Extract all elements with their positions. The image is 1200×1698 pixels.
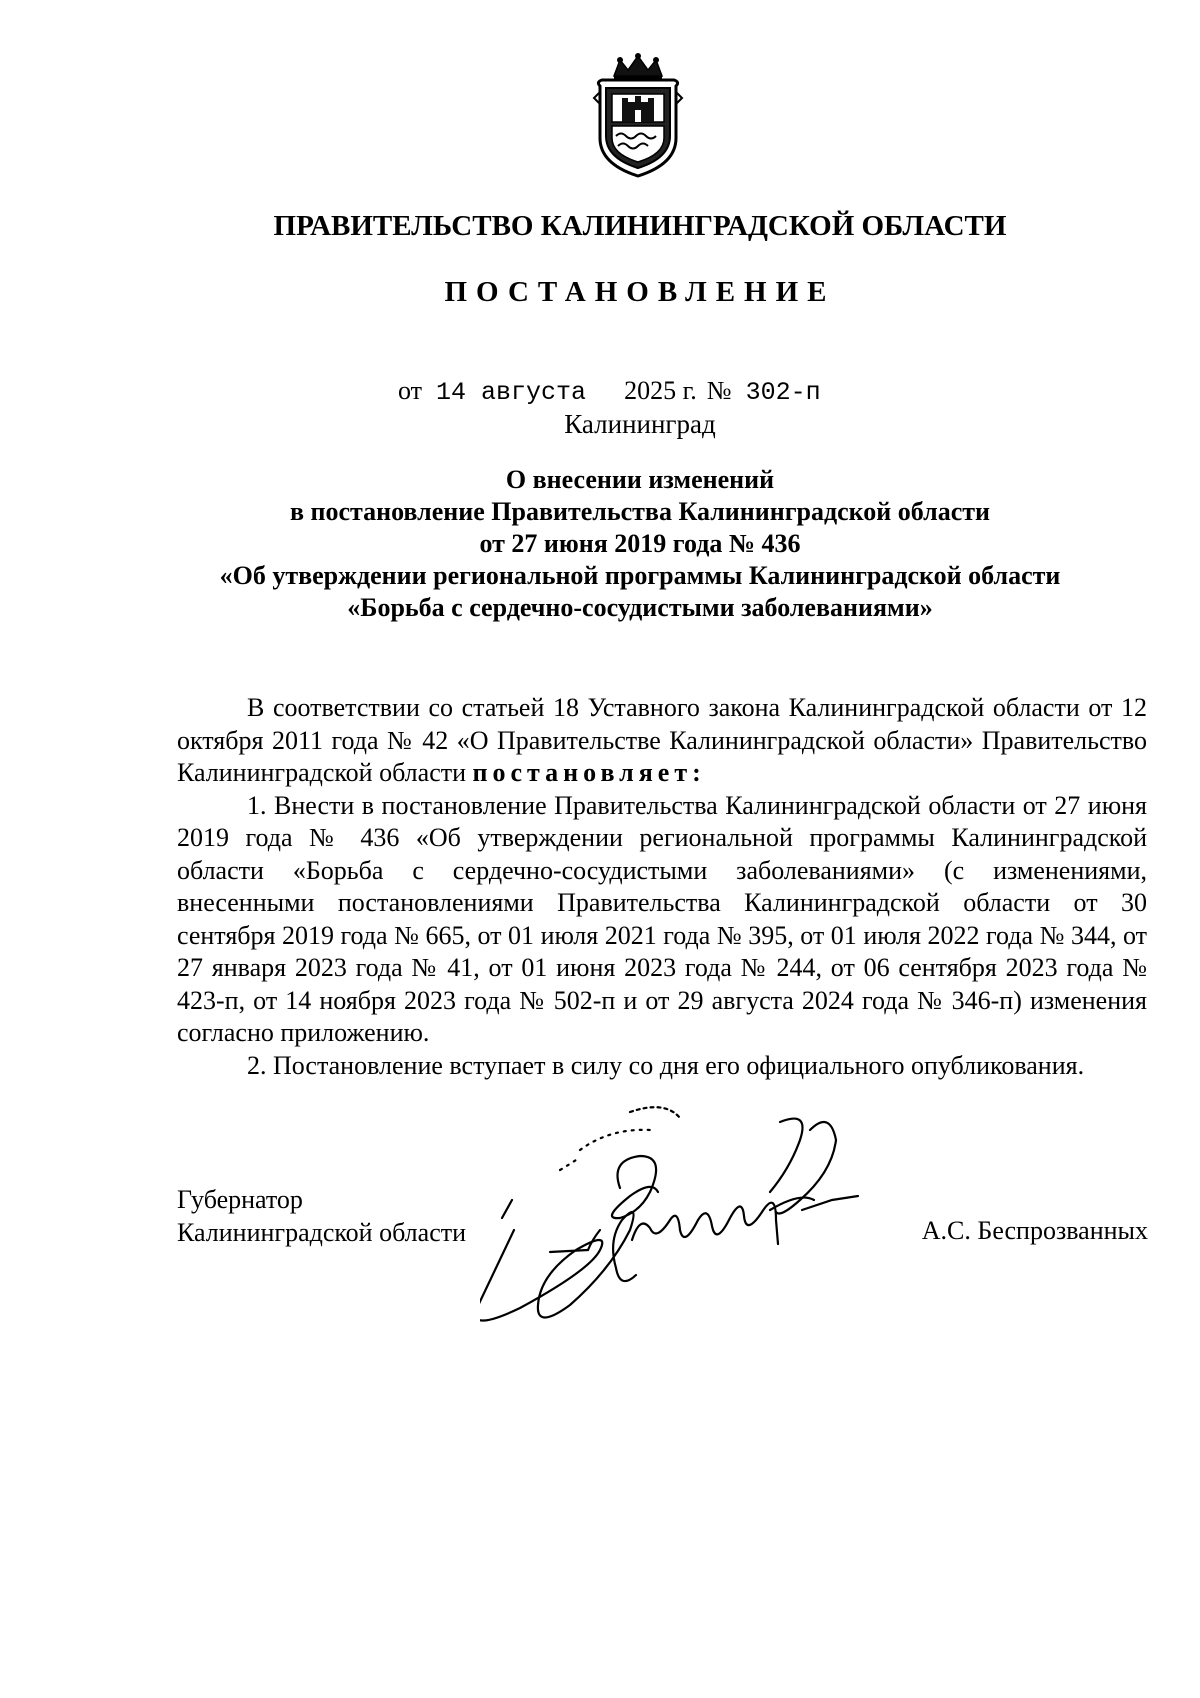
signatory-position xyxy=(177,1183,466,1249)
document-number: 302-п xyxy=(745,378,821,407)
preamble-paragraph xyxy=(177,692,1147,790)
preamble-text: В соответствии со статьей 18 Уставного закона Калининградской области от 12 октября 2011 года № 42 «О Правительстве Калининградской области» Правительство Калининградской области xyxy=(177,693,1147,787)
document-body xyxy=(177,692,1147,1082)
subject-line: «Борьба с сердечно-сосудистыми заболеваниями» xyxy=(347,593,933,622)
number-sign: № xyxy=(706,376,732,405)
item-2-paragraph: 2. Постановление вступает в силу со дня его официального опубликования. xyxy=(247,1050,1085,1080)
subject-line: от 27 июня 2019 года № 436 xyxy=(479,529,801,558)
signatory-name: А.С. Беспрозванных xyxy=(921,1216,1148,1245)
item-1-paragraph: 1. Внести в постановление Правительства Калининградской области от 27 июня 2019 года № 436 «Об утверждении региональной программы Калининградской области «Борьба с сердечно-сосудистыми заболеваниями» (с изменениями, внесенными постановлениями Правительства Калининградской области от 30 сентября 2019 года № 665, от 01 июля 2021 года № 395, от 01 июля 2022 года № 344, от 27 января 2023 года № 41, от 01 июня 2023 года № 244, от 06 сентября 2023 года № 423-п, от 14 ноября 2023 года № 502-п и от 29 августа 2024 года № 346-п) изменения согласно приложению. xyxy=(177,790,1147,1047)
position-line: Губернатор xyxy=(177,1185,303,1214)
handwritten-signature xyxy=(480,1100,920,1350)
subject-line: О внесении изменений xyxy=(505,465,775,494)
document-type: ПОСТАНОВЛЕНИЕ xyxy=(444,276,836,308)
subject-line: в постановление Правительства Калининградской области xyxy=(289,497,991,526)
decree-word: постановляет: xyxy=(472,758,706,787)
registration-line xyxy=(398,376,821,407)
date-day-month: 14 августа xyxy=(436,378,587,407)
position-line: Калининградской области xyxy=(177,1218,467,1247)
date-prefix: от xyxy=(398,376,423,405)
organization-name: ПРАВИТЕЛЬСТВО КАЛИНИНГРАДСКОЙ ОБЛАСТИ xyxy=(273,210,1007,242)
city: Калининград xyxy=(564,409,716,439)
document-subject xyxy=(0,464,1200,624)
coat-of-arms-icon xyxy=(592,52,684,180)
date-year: 2025 г. xyxy=(624,376,697,405)
subject-line: «Об утверждении региональной программы Калининградской области xyxy=(219,561,1061,590)
